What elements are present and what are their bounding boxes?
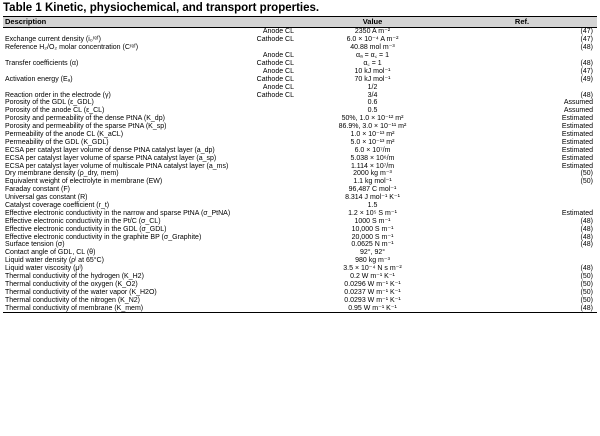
cell-subtype: Cathode CL	[256, 60, 294, 67]
cell-description	[3, 67, 198, 75]
table-row	[3, 202, 597, 210]
cell-value: 5.0 × 10⁻¹³ m²	[350, 138, 395, 146]
cell-subtype: Anode CL	[262, 28, 294, 36]
table-row	[3, 304, 597, 312]
cell-description: Effective electronic conductivity in the narrow and sparse PtNA (σ_PtNA)	[5, 209, 231, 217]
table-row	[3, 107, 597, 115]
cell-value: 0.2 W m⁻¹ K⁻¹	[350, 273, 395, 281]
table-title: Table 1 Kinetic, physiochemical, and transport properties.	[3, 2, 320, 14]
cell-ref	[447, 194, 597, 202]
cell-ref	[447, 249, 597, 257]
table-header-row	[3, 17, 597, 28]
cell-value: 70 kJ mol⁻¹	[354, 75, 391, 83]
table-row	[3, 154, 597, 162]
cell-subtype	[198, 257, 298, 265]
cell-value: 0.0237 W m⁻¹ K⁻¹	[344, 288, 401, 296]
cell-subtype	[198, 296, 298, 304]
cell-description: Effective electronic conductivity in the Pt/C (σ_CL)	[5, 217, 161, 225]
cell-ref: Assumed	[563, 99, 593, 107]
cell-description: Thermal conductivity of the nitrogen (K_N2)	[5, 296, 141, 304]
cell-ref	[447, 186, 597, 194]
cell-subtype	[198, 249, 298, 257]
cell-value: 10 kJ mol⁻¹	[354, 67, 391, 75]
cell-description	[3, 52, 198, 60]
cell-description: Transfer coefficients (α)	[5, 60, 79, 67]
cell-subtype	[198, 304, 298, 312]
cell-ref: Estimated	[561, 209, 593, 217]
cell-description: Dry membrane density (ρ_dry, mem)	[5, 170, 119, 178]
table-row	[3, 162, 597, 170]
table-row	[3, 36, 597, 44]
cell-ref: (50)	[580, 288, 593, 296]
cell-subtype	[198, 288, 298, 296]
table-body	[3, 28, 597, 313]
cell-value: 0.95 W m⁻¹ K⁻¹	[298, 304, 447, 312]
cell-ref: Estimated	[561, 115, 593, 123]
cell-ref	[447, 257, 597, 265]
cell-ref: (48)	[580, 233, 593, 241]
cell-subtype	[198, 273, 298, 281]
cell-ref: (50)	[580, 273, 593, 281]
cell-description: Thermal conductivity of membrane (K_mem)	[3, 304, 198, 312]
cell-subtype	[198, 241, 298, 249]
cell-subtype	[198, 281, 298, 289]
table-row	[3, 233, 597, 241]
cell-subtype	[198, 115, 298, 123]
cell-description: Reference H₂/O₂ molar concentration (Cʳᵉᶠ)	[5, 44, 139, 52]
table-row	[3, 123, 597, 131]
cell-value: 0.0293 W m⁻¹ K⁻¹	[344, 296, 401, 304]
cell-ref: (50)	[580, 178, 593, 186]
table-row	[3, 241, 597, 249]
cell-subtype: Cathode CL	[256, 91, 294, 99]
cell-value: 0.6	[367, 99, 378, 107]
table-row	[3, 249, 597, 257]
header-description: Description	[3, 17, 198, 28]
header-subtype	[198, 17, 298, 28]
cell-value: 1.114 × 10⁷/m	[350, 162, 395, 170]
cell-ref: (48)	[447, 304, 597, 312]
cell-description: Porosity and permeability of the dense PtNA (K_dp)	[5, 115, 165, 123]
cell-subtype	[198, 225, 298, 233]
cell-description: Permeability of the anode CL (K_aCL)	[5, 131, 124, 139]
cell-subtype	[198, 202, 298, 210]
cell-value: 40.88 mol m⁻³	[350, 44, 395, 52]
cell-subtype	[198, 107, 298, 115]
cell-subtype	[198, 44, 298, 52]
cell-ref: (48)	[580, 91, 593, 99]
table-row	[3, 131, 597, 139]
cell-value: 1.1 kg mol⁻¹	[353, 178, 392, 186]
table-row	[3, 281, 597, 289]
cell-description: ECSA per catalyst layer volume of multiscale PtNA catalyst layer (a_ms)	[5, 162, 229, 170]
cell-ref: Estimated	[561, 162, 593, 170]
cell-description: Liquid water density (ρˡ at 65°C)	[5, 257, 104, 265]
cell-subtype	[198, 99, 298, 107]
table-row	[3, 265, 597, 273]
cell-description: Exchange current density (i₀ʳᵉᶠ)	[5, 36, 101, 44]
cell-value: 1000 S m⁻¹	[354, 217, 391, 225]
cell-ref: (48)	[580, 44, 593, 52]
table-row	[3, 186, 597, 194]
cell-description: Catalyst coverage coefficient (r_t)	[5, 202, 110, 210]
cell-description: Thermal conductivity of the oxygen (K_O2)	[5, 280, 138, 288]
cell-ref	[447, 83, 597, 91]
cell-subtype	[198, 170, 298, 178]
cell-description: Liquid water viscosity (μˡ)	[5, 265, 83, 273]
table-row	[3, 99, 597, 107]
cell-description: Activation energy (Eₐ)	[5, 75, 73, 83]
table-row	[3, 296, 597, 304]
table-row	[3, 209, 597, 217]
cell-subtype	[198, 233, 298, 241]
table-row	[3, 115, 597, 123]
table-row	[3, 146, 597, 154]
cell-ref: Assumed	[563, 107, 593, 115]
cell-value: 0.5	[367, 107, 378, 115]
cell-description: Porosity and permeability of the sparse PtNA (K_sp)	[5, 123, 167, 131]
cell-ref: (50)	[580, 296, 593, 304]
cell-value: 980 kg m⁻³	[355, 257, 390, 265]
cell-description	[3, 83, 198, 91]
cell-ref: (50)	[580, 280, 593, 288]
cell-value: 1.2 × 10⁵ S m⁻¹	[348, 209, 397, 217]
cell-value: 5.038 × 10⁶/m	[350, 154, 395, 162]
table-row	[3, 178, 597, 186]
cell-value: 92°, 92°	[359, 249, 386, 257]
cell-value: 1.5	[367, 202, 378, 210]
cell-description	[3, 28, 198, 36]
table-row	[3, 194, 597, 202]
table-row	[3, 52, 597, 60]
cell-value: α꜀ = 1	[363, 60, 382, 67]
table-row	[3, 257, 597, 265]
cell-value: 96,487 C mol⁻¹	[348, 186, 397, 194]
cell-value: 2000 kg m⁻³	[353, 170, 392, 178]
cell-description: Surface tension (σ)	[5, 241, 65, 249]
cell-subtype	[198, 186, 298, 194]
cell-value: 50%, 1.0 × 10⁻¹² m²	[341, 115, 404, 123]
cell-value: αₐ = α꜀ = 1	[356, 52, 389, 60]
cell-ref: (47)	[580, 28, 593, 36]
cell-value: 0.0625 N m⁻¹	[351, 241, 394, 249]
cell-ref: (48)	[580, 225, 593, 233]
cell-ref	[447, 52, 597, 60]
cell-subtype	[198, 194, 298, 202]
cell-ref: (48)	[580, 241, 593, 249]
cell-subtype	[198, 123, 298, 131]
cell-value: 8.314 J mol⁻¹ K⁻¹	[345, 194, 400, 202]
table-row	[3, 288, 597, 296]
cell-subtype: Cathode CL	[256, 75, 294, 83]
table-row	[3, 67, 597, 75]
cell-description: Universal gas constant (R)	[5, 194, 88, 202]
cell-value: 1.0 × 10⁻¹³ m²	[350, 131, 395, 139]
table-row	[3, 83, 597, 91]
cell-subtype: Anode CL	[262, 67, 294, 75]
cell-subtype	[198, 138, 298, 146]
cell-ref: (48)	[580, 217, 593, 225]
cell-description: Thermal conductivity of the water vapor (K_H2O)	[5, 288, 157, 296]
header-ref: Ref.	[447, 17, 597, 28]
cell-ref: (48)	[580, 265, 593, 273]
cell-ref: (47)	[580, 36, 593, 44]
cell-subtype	[198, 178, 298, 186]
cell-value: 6.0 × 10⁻⁴ A m⁻²	[346, 36, 399, 44]
cell-ref: (49)	[580, 75, 593, 83]
cell-value: 3.5 × 10⁻⁴ N s m⁻²	[343, 265, 402, 273]
cell-subtype	[198, 131, 298, 139]
table-row	[3, 217, 597, 225]
cell-value: 2350 A m⁻²	[354, 28, 391, 36]
cell-description: Equivalent weight of electrolyte in membrane (EW)	[5, 178, 163, 186]
cell-value: 1/2	[367, 83, 378, 91]
table-row	[3, 60, 597, 68]
cell-description: Contact angle of GDL, CL (θ)	[5, 249, 96, 257]
table-row	[3, 138, 597, 146]
cell-ref: Estimated	[561, 131, 593, 139]
table-row	[3, 75, 597, 83]
cell-ref: Estimated	[561, 146, 593, 154]
cell-ref: Estimated	[561, 154, 593, 162]
table-row	[3, 170, 597, 178]
cell-value: 0.0296 W m⁻¹ K⁻¹	[344, 280, 401, 288]
cell-description: Permeability of the GDL (K_GDL)	[5, 138, 109, 146]
cell-description: Effective electronic conductivity in the GDL (σ_GDL)	[5, 225, 167, 233]
cell-description: Porosity of the anode CL (ε_CL)	[5, 107, 105, 115]
cell-ref: (50)	[580, 170, 593, 178]
cell-value: 10,000 S m⁻¹	[351, 225, 394, 233]
cell-ref: (47)	[580, 67, 593, 75]
table-row	[3, 28, 597, 36]
header-value: Value	[298, 17, 447, 28]
cell-description: Reaction order in the electrode (γ)	[5, 91, 111, 99]
table-row	[3, 225, 597, 233]
table-row	[3, 91, 597, 99]
cell-ref: Estimated	[561, 138, 593, 146]
cell-ref: (48)	[580, 60, 593, 67]
cell-ref: Estimated	[561, 123, 593, 131]
cell-ref	[447, 202, 597, 210]
table-row	[3, 44, 597, 52]
cell-subtype	[198, 265, 298, 273]
cell-subtype: Anode CL	[262, 83, 294, 91]
cell-subtype: Cathode CL	[256, 36, 294, 44]
cell-value: 6.0 × 10⁷/m	[354, 146, 391, 154]
cell-description: Faraday constant (F)	[5, 186, 70, 194]
cell-subtype	[198, 217, 298, 225]
cell-value: 86.9%, 3.0 × 10⁻¹¹ m²	[338, 123, 407, 131]
cell-subtype: Anode CL	[262, 52, 294, 60]
cell-description: Thermal conductivity of the hydrogen (K_H2)	[5, 273, 144, 281]
cell-description: Effective electronic conductivity in the graphite BP (σ_Graphite)	[5, 233, 202, 241]
cell-value: 3/4	[367, 91, 378, 99]
cell-description: Porosity of the GDL (ε_GDL)	[5, 99, 94, 107]
cell-description: ECSA per catalyst layer volume of sparse PtNA catalyst layer (a_sp)	[5, 154, 217, 162]
properties-table	[3, 16, 597, 313]
cell-value: 20,000 S m⁻¹	[351, 233, 394, 241]
table-row	[3, 273, 597, 281]
cell-description: ECSA per catalyst layer volume of dense PtNA catalyst layer (a_dp)	[5, 146, 215, 154]
